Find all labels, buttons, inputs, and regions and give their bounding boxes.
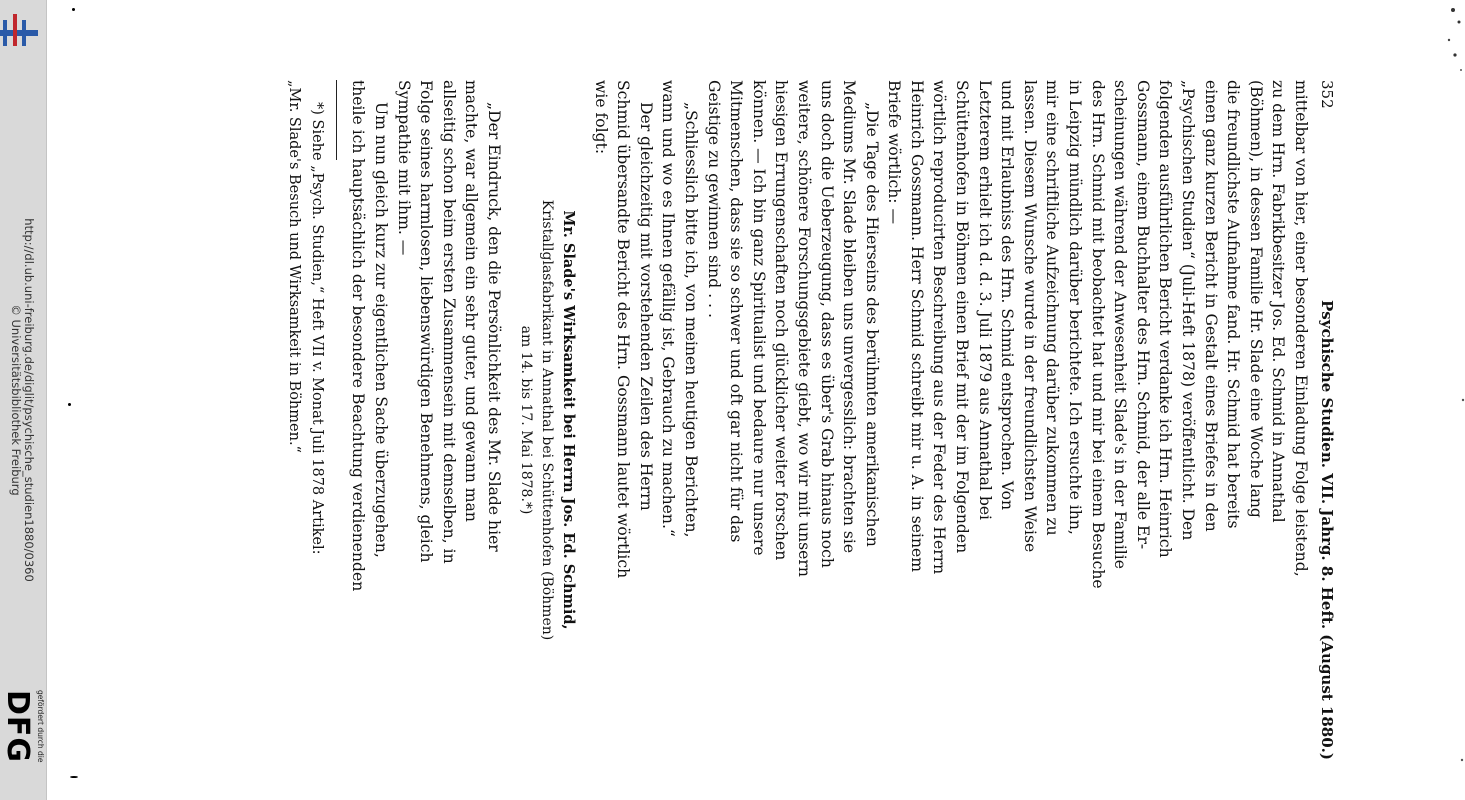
text-line: Mediums Mr. Slade bleiben uns unvergesslich: brachten sie <box>840 80 859 554</box>
copyright-line: © Universitätsbibliothek Freiburg <box>9 304 23 496</box>
text-line: „Der Eindruck, den die Persönlichkeit des Mr. Slade hier <box>485 102 503 552</box>
text-line: wie folgt: <box>591 80 610 155</box>
text-line: mir eine schriftliche Aufzeichnung darüber zukommen zu <box>1043 80 1062 536</box>
scan-speck <box>70 776 78 778</box>
text-line: folgenden ausführlichen Bericht verdanke ich Hrn. Heinrich <box>1156 80 1175 558</box>
university-library-logo <box>0 10 46 50</box>
footnote <box>283 80 328 760</box>
text-line: theile ich hauptsächlich der besondere Beachtung verdienenden <box>349 80 368 592</box>
source-url[interactable] <box>9 218 35 582</box>
dfg-wordmark: DFG <box>0 690 35 764</box>
text-line: Mitmenschen, dass sie so schwer und oft gar nicht für das <box>727 80 746 543</box>
text-line: Letzterem erhielt ich d. d. 3. Juli 1879 aus Annathal bei <box>975 80 994 521</box>
page-number: 352 <box>1318 80 1336 109</box>
text-line: mittelbar von hier, einer besonderen Einladung Folge leistend, <box>1292 80 1310 577</box>
scanned-page <box>286 80 1338 760</box>
text-line: in Leipzig mündlich darüber berichtete. Ich ersuchte ihn, <box>1066 80 1085 535</box>
text-line: machte, war allgemein ein sehr guter, und gewann man <box>462 80 481 522</box>
dfg-logo <box>0 690 45 800</box>
paragraph-5 <box>392 80 505 760</box>
page-content <box>286 80 1338 760</box>
text-line: (Böhmen), in dessen Familie Hr. Slade eine Woche lang <box>1246 80 1265 518</box>
section-date: am 14. bis 17. Mai 1878.*) <box>518 325 534 515</box>
running-head: Psychische Studien. VII. Jahrg. 8. Heft. (August 1880.) <box>1318 300 1336 760</box>
footnote-rule <box>336 80 337 160</box>
text-line: „Psychischen Studien“ (Juli-Heft 1878) veröffentlicht. Den <box>1179 80 1198 541</box>
archive-sidebar <box>0 0 47 800</box>
page-header <box>1312 80 1338 760</box>
text-line: Briefe wörtlich: — <box>885 80 904 225</box>
text-line: Geistige zu gewinnen sind . . . <box>704 80 723 318</box>
text-line: wörtlich reproducirten Beschreibung aus der Feder des Herrn <box>930 80 949 575</box>
scan-speck <box>72 8 75 11</box>
section-title: Mr. Slade's Wirksamkeit bei Herrn Jos. Ed. Schmid, <box>560 210 577 630</box>
text-line: „Die Tage des Hierseins des berühmten amerikanischen <box>862 102 881 547</box>
source-url-line[interactable]: http://dl.ub.uni-freiburg.de/diglit/psychische_studien1880/0360 <box>22 218 36 582</box>
paragraph-4 <box>589 80 657 760</box>
text-line: können. — Ich bin ganz Spiritualist und bedaure nur unsere <box>749 80 768 556</box>
text-line: „Schliesslich bitte ich, von meinen heutigen Berichten, <box>681 102 700 538</box>
text-line: allseitig schon beim ersten Zusammensein mit demselben, in <box>439 80 458 564</box>
paragraph-2 <box>702 80 883 760</box>
text-line: Sympathie mit ihm. — <box>394 80 413 256</box>
text-line: weitere, schönere Forschungsgebiete giebt, wo wir mit unsern <box>794 80 813 577</box>
section-subtitle: Kristallglasfabrikant in Annathal bei Schüttenhofen (Böhmen) <box>539 199 555 641</box>
text-line: Gossmann, einem Buchhalter des Hrn. Schmid, der alle Er- <box>1133 80 1152 550</box>
text-line: Der gleichzeitig mit vorstehenden Zeilen des Herrn <box>636 102 655 511</box>
text-line: uns doch die Ueberzeugung, dass es über's Grab hinaus noch <box>817 80 836 568</box>
scan-speck <box>68 403 71 406</box>
paragraph-1 <box>883 80 1312 760</box>
text-line: Folge seines harmlosen, liebenswürdigen Benehmens, gleich <box>417 80 436 563</box>
dfg-caption: gefördert durch die <box>36 690 45 763</box>
text-line: die freundlichste Aufnahme fand. Hr. Schmid hat bereits <box>1224 80 1243 529</box>
text-line: Heinrich Gossmann. Herr Schmid schreibt mir u. A. in seinem <box>907 80 926 573</box>
text-line: und mit Erlaubniss des Hrn. Schmid entsprochen. Von <box>998 80 1017 511</box>
paragraph-6 <box>347 80 392 760</box>
text-line: lassen. Diesem Wunsche wurde in der freundlichsten Weise <box>1020 80 1039 553</box>
footnote-line: *) Siehe „Psych. Studien,“ Heft VII v. Monat Juli 1878 Artikel: <box>308 102 325 555</box>
text-line: Schmid übersandte Bericht des Hrn. Gossmann lautet wörtlich <box>614 80 633 579</box>
text-line: scheinungen während der Anwesenheit Slade's in der Familie <box>1111 80 1130 570</box>
text-line: einen ganz kurzen Bericht in Gestalt eines Briefes in den <box>1201 80 1220 532</box>
text-line: des Hrn. Schmid mit beobachtet hat und mir bei einem Besuche <box>1088 80 1107 589</box>
text-line: zu dem Hrn. Fabrikbesitzer Jos. Ed. Schmid in Annathal <box>1269 80 1288 523</box>
text-line: wann und wo es Ihnen gefällig ist, Gebrauch zu machen.“ <box>659 80 678 537</box>
footnote-line: „Mr. Slade's Besuch und Wirksamkeit in Böhmen.“ <box>286 80 303 453</box>
text-line: Um nun gleich kurz zur eigentlichen Sache überzugehen, <box>372 102 391 558</box>
paragraph-3 <box>657 80 702 760</box>
text-line: hiesigen Errungenschaften noch glücklicher weiter forschen <box>772 80 791 561</box>
scan-edge-noise <box>1435 0 1465 800</box>
text-line: Schüttenhofen in Böhmen einen Brief mit der im Folgenden <box>953 80 972 554</box>
